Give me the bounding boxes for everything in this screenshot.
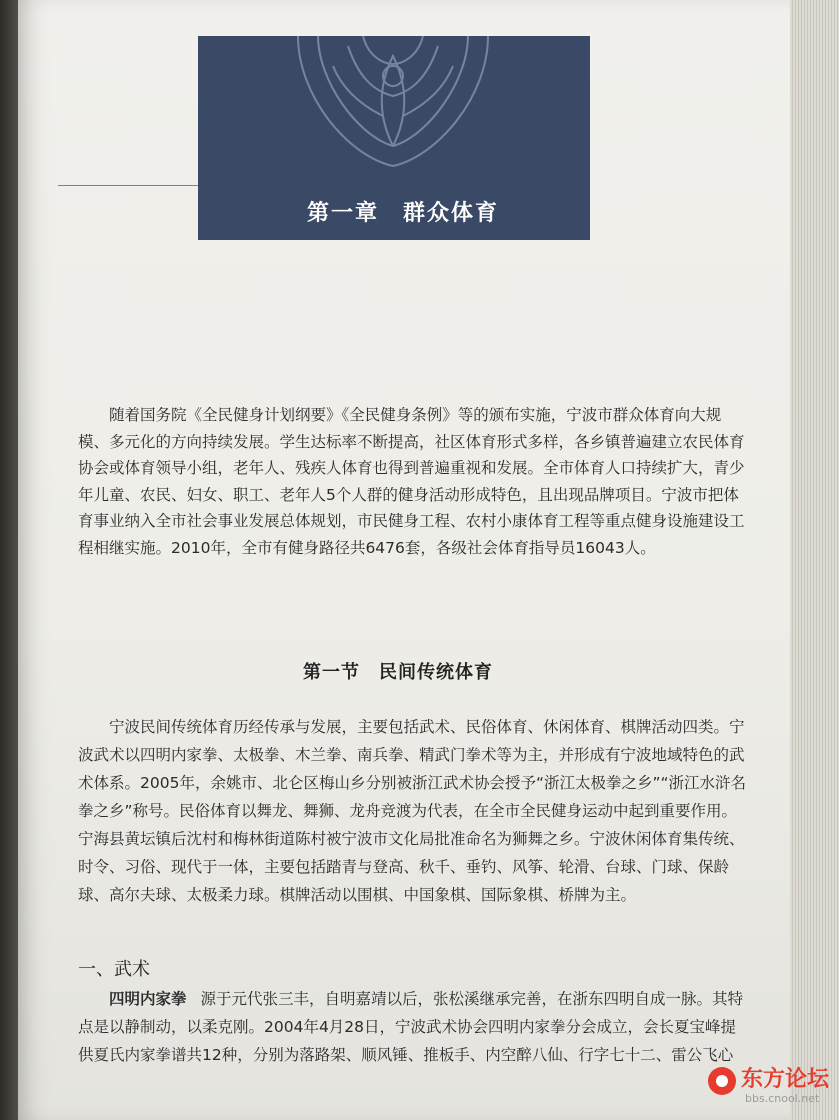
subsection-text: 源于元代张三丰，自明嘉靖以后，张松溪继承完善，在浙东四明自成一脉。其特点是以静制动，以柔克刚。2004年4月28日，宁波武术协会四明内家拳分会成立，会长夏宝峰提供夏氏内家拳谱共12种，分别为落路架、顺风锤、推板手、内空醉八仙、行字七十二、雷公飞心	[78, 990, 744, 1064]
page-stack-edge	[790, 0, 839, 1120]
term-label: 四明内家拳	[109, 990, 187, 1008]
watermark-brand: 东方论坛	[741, 1067, 830, 1092]
book-page	[18, 0, 798, 1120]
watermark	[705, 1060, 835, 1110]
subsection-heading: 一、武术	[78, 959, 150, 980]
forum-logo-icon	[705, 1064, 739, 1098]
chapter-title: 第一章 群众体育	[306, 200, 499, 226]
intro-text: 随着国务院《全民健身计划纲要》《全民健身条例》等的颁布实施，宁波市群众体育向大规模、多元化的方向持续发展。学生达标率不断提高，社区体育形式多样，各乡镇普遍建立农民体育协会或体育领导小组，老年人、残疾人体育也得到普遍重视和发展。全市体育人口持续扩大，青少年儿童、农民、妇女、职工、老年人5个人群的健身活动形成特色，且出现品牌项目。宁波市把体育事业纳入全市社会事业发展总体规划，市民健身工程、农村小康体育工程等重点健身设施建设工程相继实施。2010年，全市有健身路径共6476套，各级社会体育指导员16043人。	[78, 406, 745, 557]
ornament-icon	[288, 36, 498, 176]
section-text: 宁波民间传统体育历经传承与发展，主要包括武术、民俗体育、休闲体育、棋牌活动四类。宁波武术以四明内家拳、太极拳、木兰拳、南兵拳、精武门拳术等为主，并形成有宁波地域特色的武术体系。2005年，余姚市、北仑区梅山乡分别被浙江武术协会授予“浙江太极拳之乡”“浙江水浒名拳之乡”称号。民俗体育以舞龙、舞狮、龙舟竞渡为代表，在全市全民健身运动中起到重要作用。宁海县黄坛镇后沈村和梅林街道陈村被宁波市文化局批准命名为狮舞之乡。宁波休闲体育集传统、时令、习俗、现代于一体，主要包括踏青与登高、秋千、垂钓、风筝、轮滑、台球、门球、保龄球、高尔夫球、太极柔力球。棋牌活动以围棋、中国象棋、国际象棋、桥牌为主。	[78, 718, 747, 904]
intro-paragraph	[78, 402, 748, 561]
watermark-url: bbs.cnool.net	[745, 1092, 820, 1105]
section-paragraph	[78, 713, 748, 909]
subsection-paragraph	[78, 985, 748, 1069]
section-title: 第一节 民间传统体育	[303, 662, 493, 683]
